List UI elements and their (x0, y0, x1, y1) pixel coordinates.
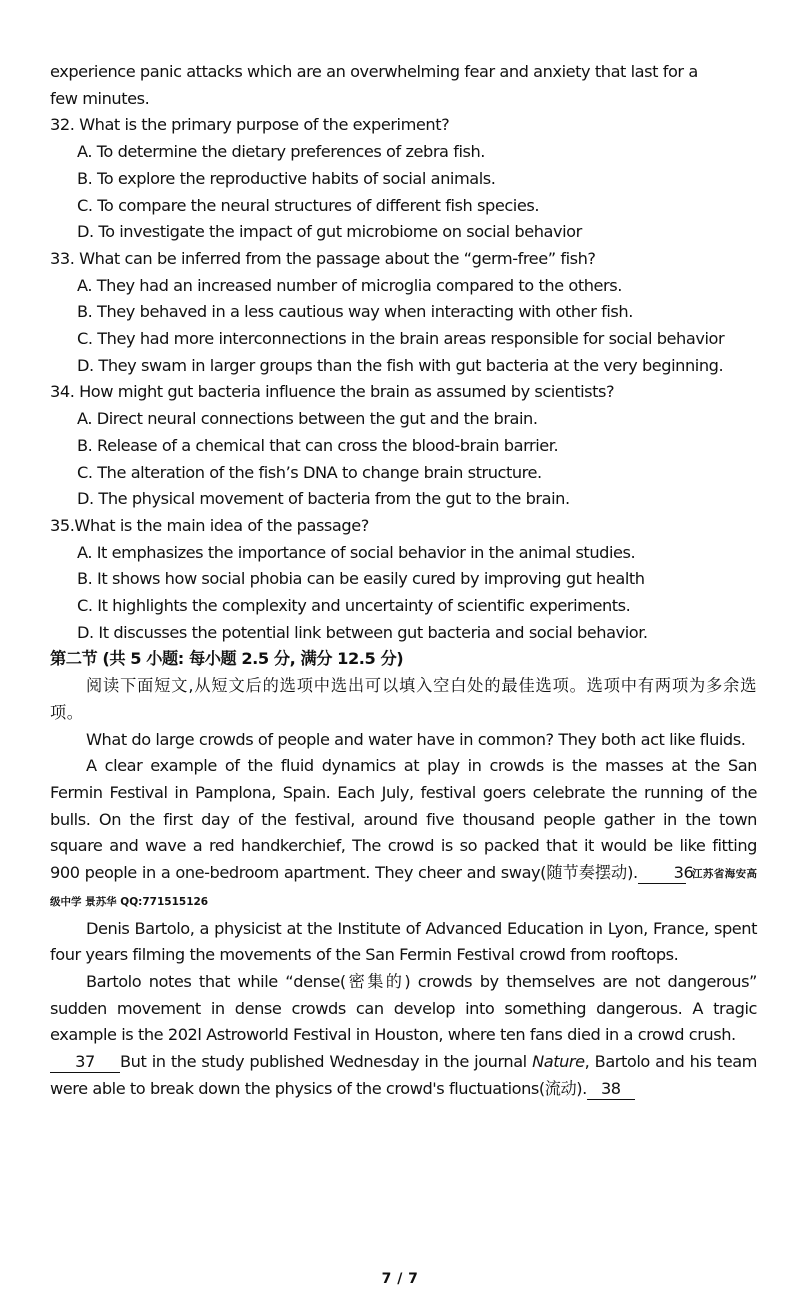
passage-tail-line2: few minutes. (50, 88, 150, 108)
passage-paragraph-3: Denis Bartolo, a physicist at the Institute of Advanced Education in Lyon, France, spent four years filming the movements of the San Fermin Festival crowd from rooftops. (50, 918, 757, 965)
question-33-option-a: A. They had an increased number of microglia compared to the others. (77, 275, 622, 295)
passage-paragraph-2-text: A clear example of the fluid dynamics at play in crowds is the masses at the San Fermin Festival in Pamplona, Spain. Each July, festival goers celebrate the running of the bulls. On the first day of the festival, around five thousand people gather in the town square and wave a red handkerchief, The crowd is so packed that it would be like fitting 900 people in a one-bedroom apartment. They cheer and sway(随节奏摆动). (50, 756, 757, 883)
question-34-stem: 34. How might gut bacteria influence the brain as assumed by scientists? (50, 382, 615, 402)
question-34-option-b: B. Release of a chemical that can cross the blood-brain barrier. (77, 435, 559, 455)
question-33-option-b: B. They behaved in a less cautious way when interacting with other fish. (77, 302, 633, 322)
question-32-stem: 32. What is the primary purpose of the experiment? (50, 115, 450, 135)
journal-name: Nature (532, 1052, 585, 1072)
question-33-option-c: C. They had more interconnections in the brain areas responsible for social behavior (77, 329, 725, 349)
passage-paragraph-1: What do large crowds of people and water have in common? They both act like fluids. (86, 729, 746, 749)
question-34-option-d: D. The physical movement of bacteria from the gut to the brain. (77, 489, 570, 509)
question-35-stem: 35.What is the main idea of the passage? (50, 515, 369, 535)
passage-tail-line1: experience panic attacks which are an overwhelming fear and anxiety that last for a (50, 62, 698, 81)
question-33-stem: 33. What can be inferred from the passage about the “germ-free” fish? (50, 248, 596, 268)
question-34-option-c: C. The alteration of the fish’s DNA to change brain structure. (77, 462, 542, 482)
section-instruction: 阅读下面短文,从短文后的选项中选出可以填入空白处的最佳选项。选项中有两项为多余选项。 (50, 676, 757, 722)
question-32-option-a: A. To determine the dietary preferences of zebra fish. (77, 142, 485, 162)
question-32-option-d: D. To investigate the impact of gut microbiome on social behavior (77, 222, 582, 242)
question-32-option-b: B. To explore the reproductive habits of social animals. (77, 168, 496, 188)
question-35-option-b: B. It shows how social phobia can be easily cured by improving gut health (77, 569, 645, 589)
page-number: 7 / 7 (381, 1271, 419, 1287)
passage-paragraph-5-text-a: But in the study published Wednesday in the journal (120, 1052, 533, 1072)
passage-paragraph-4: Bartolo notes that while “dense(密集的) crowds by themselves are not dangerous” sudden movement in dense crowds can develop into something dangerous. A tragic example is the 202l Astroworld Festival in Houston, where ten fans died in a crowd crush. (50, 971, 757, 1045)
passage-paragraph-5 (50, 1049, 757, 1102)
question-35-option-a: A. It emphasizes the importance of social behavior in the animal studies. (77, 542, 636, 562)
question-35-option-c: C. It highlights the complexity and uncertainty of scientific experiments. (77, 596, 631, 616)
page-content (50, 59, 757, 1102)
question-32-option-c: C. To compare the neural structures of different fish species. (77, 195, 540, 215)
passage-paragraph-5-text-b: , Bartolo and his team were able to break down the physics of the crowd's fluctuations(流动). (50, 1052, 757, 1098)
question-34-option-a: A. Direct neural connections between the gut and the brain. (77, 409, 538, 429)
question-33-option-d: D. They swam in larger groups than the fish with gut bacteria at the very beginning. (77, 355, 724, 375)
section-title: 第二节 (共 5 小题: 每小题 2.5 分, 满分 12.5 分) (50, 649, 404, 669)
blank-38: 38 (587, 1079, 635, 1100)
watermark-text: 江苏省海安高级中学 景苏华 QQ:771515126 (50, 868, 757, 908)
passage-paragraph-2 (50, 753, 757, 915)
blank-37: 37 (50, 1052, 120, 1073)
blank-36: 36 (638, 863, 686, 884)
question-35-option-d: D. It discusses the potential link between gut bacteria and social behavior. (77, 622, 648, 642)
